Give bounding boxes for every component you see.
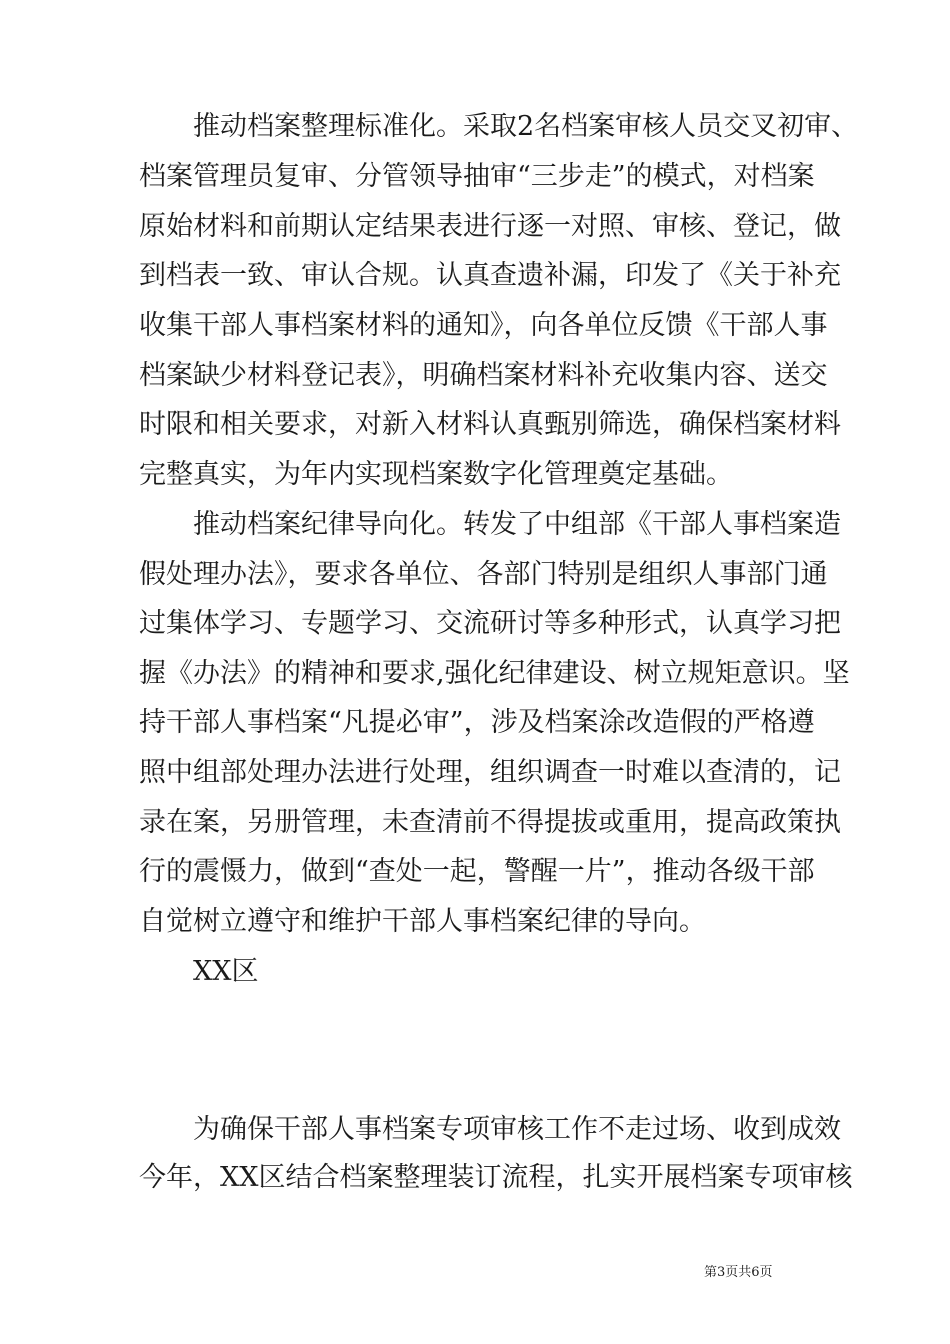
text-line: 时限和相关要求，对新入材料认真甄别筛选，确保档案材料 bbox=[139, 409, 841, 440]
text-line: 照中组部处理办法进行处理，组织调查一时难以查清的，记 bbox=[139, 757, 841, 788]
page-footer: 第3页共6页 bbox=[704, 1265, 773, 1280]
text-line: 今年，XX区结合档案整理装订流程，扎实开展档案专项审核 bbox=[139, 1162, 853, 1193]
text-line: 假处理办法》，要求各单位、各部门特别是组织人事部门通 bbox=[139, 559, 828, 590]
text-line: 收集干部人事档案材料的通知》，向各单位反馈《干部人事 bbox=[139, 310, 828, 341]
text-line: 到档表一致、审认合规。认真查遗补漏，印发了《关于补充 bbox=[139, 260, 841, 291]
section-heading: XX区 bbox=[193, 956, 259, 987]
text-line: 原始材料和前期认定结果表进行逐一对照、审核、登记，做 bbox=[139, 211, 841, 242]
text-line: 推动档案纪律导向化。转发了中组部《干部人事档案造 bbox=[193, 509, 841, 540]
text-line: 为确保干部人事档案专项审核工作不走过场、收到成效 bbox=[193, 1114, 841, 1145]
text-line: 档案缺少材料登记表》，明确档案材料补充收集内容、送交 bbox=[139, 360, 828, 391]
text-line: 行的震慑力，做到“查处一起，警醒一片”，推动各级干部 bbox=[139, 856, 815, 887]
text-line: 过集体学习、专题学习、交流研讨等多种形式，认真学习把 bbox=[139, 608, 841, 639]
text-line: 持干部人事档案“凡提必审”，涉及档案涂改造假的严格遵 bbox=[139, 707, 815, 738]
text-line: 握《办法》的精神和要求,强化纪律建设、树立规矩意识。坚 bbox=[139, 658, 850, 689]
text-line: 完整真实，为年内实现档案数字化管理奠定基础。 bbox=[139, 459, 733, 490]
text-line: 录在案，另册管理，未查清前不得提拔或重用，提高政策执 bbox=[139, 807, 841, 838]
text-line: 自觉树立遵守和维护干部人事档案纪律的导向。 bbox=[139, 906, 706, 937]
text-line: 推动档案整理标准化。采取2名档案审核人员交叉初审、 bbox=[193, 111, 859, 142]
text-line: 档案管理员复审、分管领导抽审“三步走”的模式，对档案 bbox=[139, 161, 815, 192]
